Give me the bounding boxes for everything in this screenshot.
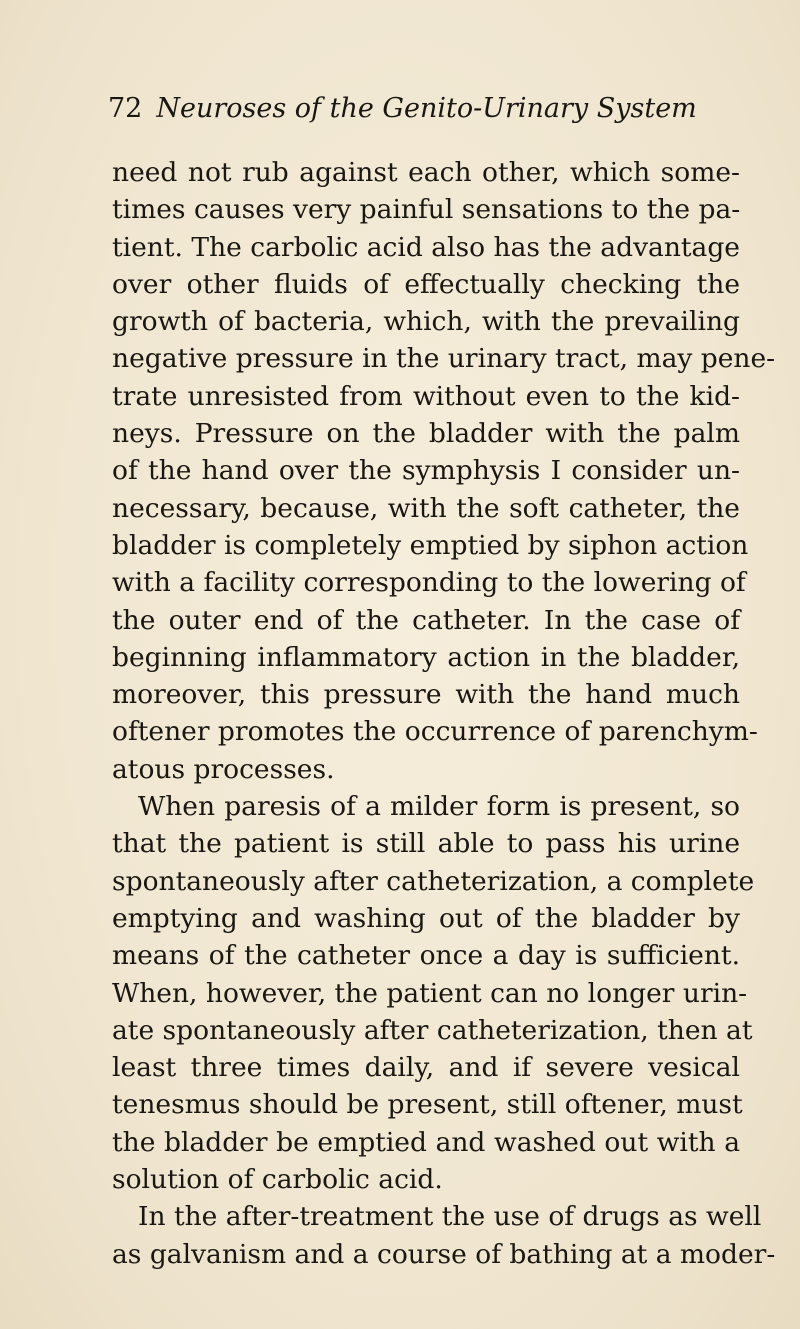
text-line: times causes very painful sensations to the pa- <box>112 194 741 226</box>
text-line: In the after-treatment the use of drugs as well <box>138 1201 762 1233</box>
text-line: emptying and washing out of the bladder by <box>112 902 740 934</box>
text-line: When, however, the patient can no longer urin- <box>112 977 748 1009</box>
text-line: as galvanism and a course of bathing at a moder- <box>112 1238 776 1270</box>
running-head-title: Neuroses of the Genito-Urinary System <box>156 93 697 124</box>
text-line: need not rub against each other, which some- <box>112 157 740 188</box>
text-line: spontaneously after catheterization, a complete <box>112 865 755 897</box>
text-line: the bladder be emptied and washed out with a <box>112 1126 740 1158</box>
text-line: When paresis of a milder form is present, so <box>138 791 740 823</box>
page-number: 72 <box>108 93 143 124</box>
text-line: moreover, this pressure with the hand much <box>112 679 740 711</box>
text-line: means of the catheter once a day is sufficient. <box>112 940 740 972</box>
text-line: necessary, because, with the soft catheter, the <box>112 492 740 524</box>
running-head <box>108 92 728 126</box>
text-line: atous processes. <box>112 753 335 785</box>
body-text <box>112 154 776 1273</box>
text-line: over other fluids of effectually checking the <box>112 268 740 300</box>
text-line: bladder is completely emptied by siphon action <box>112 529 749 561</box>
text-line: beginning inflammatory action in the bladder, <box>112 641 740 673</box>
text-line: negative pressure in the urinary tract, may pene- <box>112 343 776 375</box>
text-line: ate spontaneously after catheterization, then at <box>112 1014 753 1046</box>
text-line: solution of carbolic acid. <box>112 1164 443 1196</box>
text-line: with a facility corresponding to the lowering of <box>112 567 746 599</box>
text-line: the outer end of the catheter. In the case of <box>112 604 740 636</box>
text-line: trate unresisted from without even to the kid- <box>112 380 740 412</box>
text-line: tient. The carbolic acid also has the advantage <box>112 231 740 263</box>
text-line: growth of bacteria, which, with the prevailing <box>112 306 740 338</box>
text-line: neys. Pressure on the bladder with the palm <box>112 418 740 450</box>
text-line: of the hand over the symphysis I consider un- <box>112 455 740 487</box>
text-line: least three times daily, and if severe vesical <box>112 1052 740 1084</box>
text-line: tenesmus should be present, still oftener, must <box>112 1089 743 1121</box>
text-line: oftener promotes the occurrence of parenchym- <box>112 716 758 748</box>
text-line: that the patient is still able to pass his urine <box>112 828 740 860</box>
